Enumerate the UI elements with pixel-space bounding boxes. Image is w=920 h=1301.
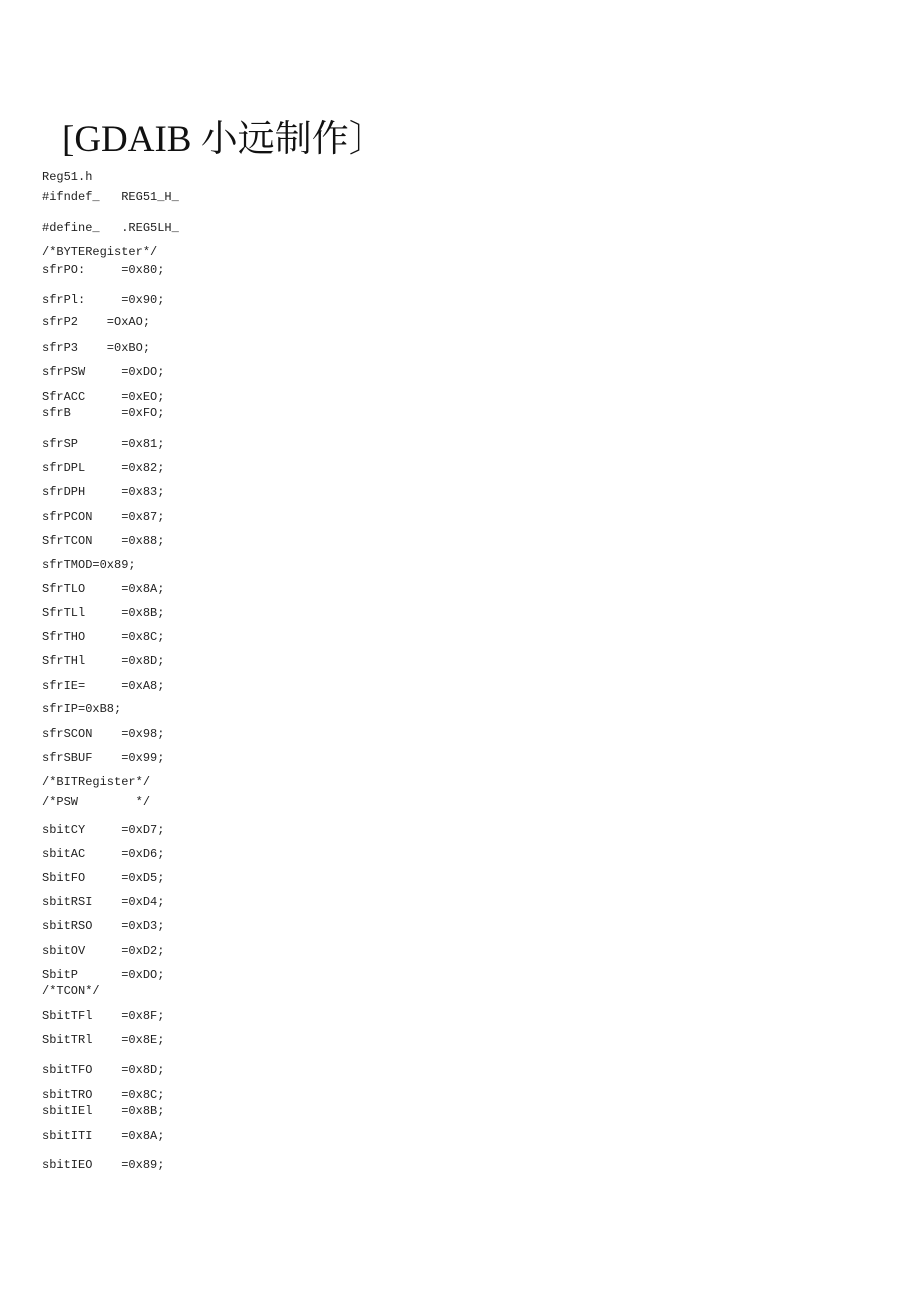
code-line: SbitFO =0xD5; xyxy=(42,871,165,885)
code-line: sbitOV =0xD2; xyxy=(42,944,165,958)
code-line: sbitITI =0x8A; xyxy=(42,1129,165,1143)
code-line: sfrPl: =0x90; xyxy=(42,293,165,307)
code-line: SfrTLO =0x8A; xyxy=(42,582,165,596)
code-line: /*PSW */ xyxy=(42,795,151,809)
code-line: sfrB =0xFO; xyxy=(42,406,165,420)
code-line: sbitRSI =0xD4; xyxy=(42,895,165,909)
code-line: sbitTRO =0x8C; xyxy=(42,1088,165,1102)
code-line: #define_ .REG5LH_ xyxy=(42,221,179,235)
code-line: SfrTCON =0x88; xyxy=(42,534,165,548)
code-line: /*BYTERegister*/ xyxy=(42,245,158,259)
code-line: SfrACC =0xEO; xyxy=(42,390,165,404)
code-line: /*TCON*/ xyxy=(42,984,100,998)
code-line: sfrSCON =0x98; xyxy=(42,727,165,741)
code-line: sfrP3 =0xBO; xyxy=(42,341,151,355)
code-line: sbitAC =0xD6; xyxy=(42,847,165,861)
code-line: SbitP =0xDO; xyxy=(42,968,165,982)
code-line: sfrSP =0x81; xyxy=(42,437,165,451)
code-line: sbitIEO =0x89; xyxy=(42,1158,165,1172)
code-line: sfrIE= =0xA8; xyxy=(42,679,165,693)
code-line: SbitTRl =0x8E; xyxy=(42,1033,165,1047)
code-line: SfrTLl =0x8B; xyxy=(42,606,165,620)
code-line: sfrIP=0xB8; xyxy=(42,702,122,716)
code-line: sfrP2 =OxAO; xyxy=(42,315,151,329)
code-line: sfrPCON =0x87; xyxy=(42,510,165,524)
code-line: sfrPO: =0x80; xyxy=(42,263,165,277)
code-line: sfrDPL =0x82; xyxy=(42,461,165,475)
document-title: [GDAIB 小远制作〕 xyxy=(62,119,386,160)
code-line: sfrSBUF =0x99; xyxy=(42,751,165,765)
code-line: sbitRSO =0xD3; xyxy=(42,919,165,933)
code-line: #ifndef_ REG51_H_ xyxy=(42,190,179,204)
code-line: SfrTHO =0x8C; xyxy=(42,630,165,644)
code-line: sbitCY =0xD7; xyxy=(42,823,165,837)
code-line: sfrDPH =0x83; xyxy=(42,485,165,499)
code-line: Reg51.h xyxy=(42,170,93,184)
code-line: SfrTHl =0x8D; xyxy=(42,654,165,668)
code-line: sfrTMOD=0x89; xyxy=(42,558,136,572)
code-line: sbitTFO =0x8D; xyxy=(42,1063,165,1077)
code-line: sfrPSW =0xDO; xyxy=(42,365,165,379)
code-line: SbitTFl =0x8F; xyxy=(42,1009,165,1023)
code-line: sbitIEl =0x8B; xyxy=(42,1104,165,1118)
code-line: /*BITRegister*/ xyxy=(42,775,151,789)
